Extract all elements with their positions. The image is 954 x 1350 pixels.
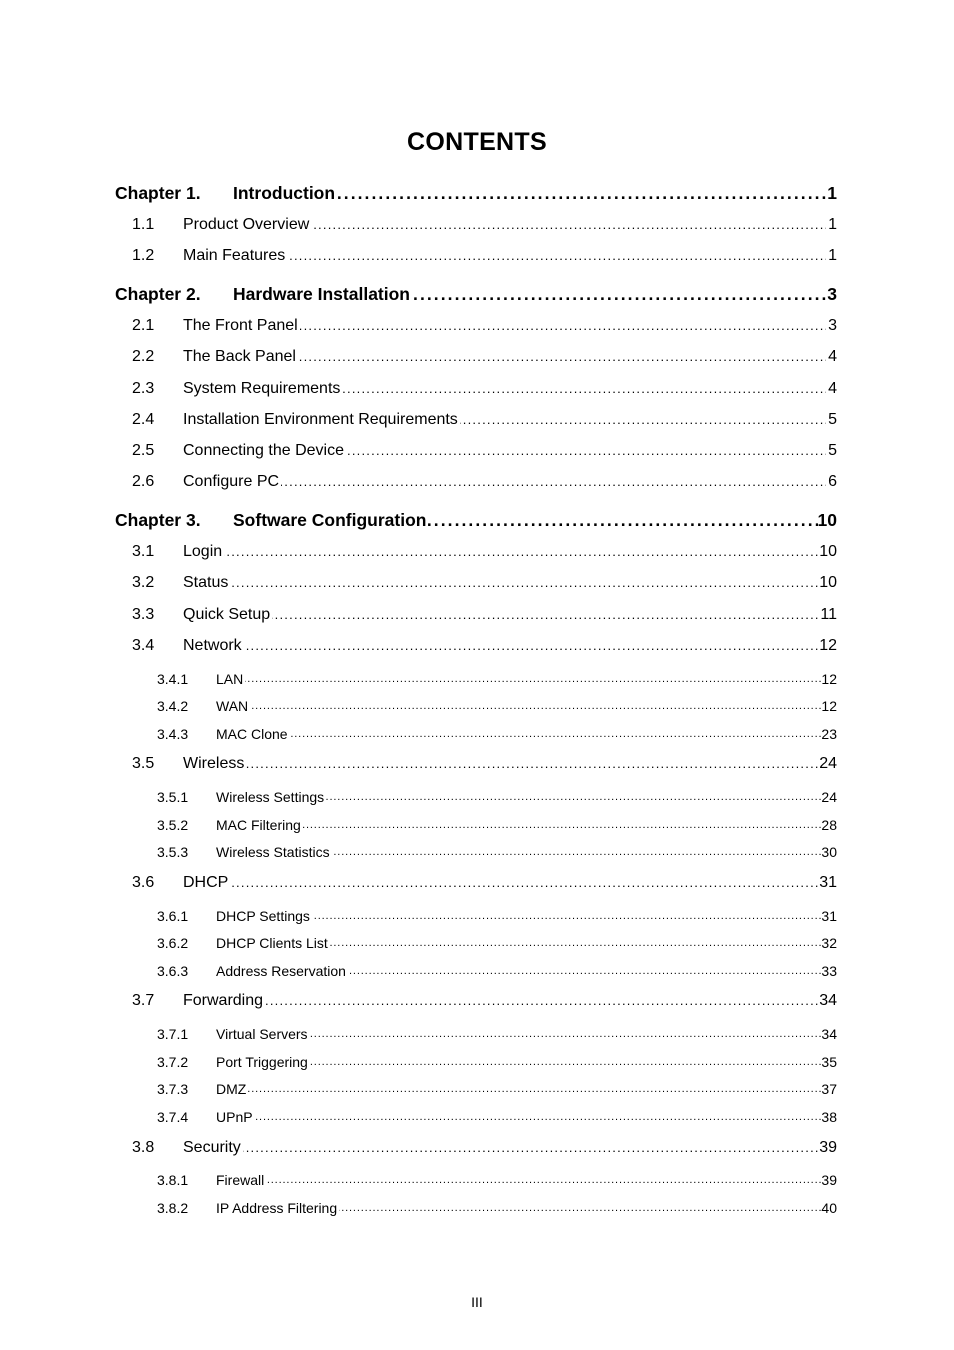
toc-entry-title: UPnP (216, 1105, 255, 1129)
toc-entry[interactable] (0, 1105, 954, 1129)
toc-entry-title: DHCP (183, 871, 230, 895)
dot-leader (183, 540, 826, 564)
toc-entry-page: 3 (828, 314, 837, 338)
toc-entry-title: Login (183, 540, 224, 564)
toc-entry-page: 34 (819, 989, 837, 1013)
toc-entry-page: 33 (821, 959, 837, 983)
toc-entry-page: 35 (821, 1050, 837, 1074)
dot-leader (183, 989, 826, 1013)
toc-entry-number: 3.8.2 (157, 1196, 188, 1220)
dot-leader (216, 667, 826, 691)
toc-entry-number: 3.4.2 (157, 694, 188, 718)
page-number: III (471, 1294, 483, 1310)
toc-entry-page: 23 (821, 722, 837, 746)
toc-entry[interactable] (0, 314, 954, 338)
toc-entry-title: Hardware Installation (233, 284, 410, 304)
dot-leader (216, 1105, 826, 1129)
toc-entry[interactable] (0, 1022, 954, 1046)
dot-leader (183, 571, 826, 595)
toc-entry-page: 40 (821, 1196, 837, 1220)
toc-entry-number: 2.5 (132, 439, 154, 463)
toc-entry[interactable] (0, 1050, 954, 1074)
toc-entry-title: Network (183, 634, 244, 658)
toc-entry-page: 31 (821, 904, 837, 928)
toc-entry-number: 1.1 (132, 213, 154, 237)
dot-leader (183, 634, 826, 658)
toc-entry-number: Chapter 2. (115, 284, 201, 304)
toc-entry-page: 12 (821, 694, 837, 718)
toc-entry[interactable] (0, 1077, 954, 1101)
toc-entry-title: Installation Environment Requirements (183, 408, 460, 432)
page-title: CONTENTS (407, 128, 547, 156)
toc-entry[interactable] (0, 1196, 954, 1220)
toc-entry[interactable] (0, 571, 954, 595)
toc-entry-number: 3.5 (132, 752, 154, 776)
toc-entry-page: 5 (828, 439, 837, 463)
toc-entry-number: 2.4 (132, 408, 154, 432)
toc-entry-number: 3.7.1 (157, 1022, 188, 1046)
toc-entry-number: 1.2 (132, 244, 154, 268)
toc-entry-title: Quick Setup (183, 603, 272, 627)
toc-entry[interactable] (0, 871, 954, 895)
toc-entry-page: 4 (828, 345, 837, 369)
toc-entry[interactable] (0, 377, 954, 401)
toc-entry-page: 6 (828, 470, 837, 494)
toc-entry[interactable] (0, 439, 954, 463)
dot-leader (216, 722, 826, 746)
toc-entry-page: 34 (821, 1022, 837, 1046)
toc-entry-title: Status (183, 571, 230, 595)
toc-entry-number: 3.7.4 (157, 1105, 188, 1129)
toc-entry-number: 3.3 (132, 603, 154, 627)
toc-entry[interactable] (0, 244, 954, 268)
toc-entry[interactable] (0, 785, 954, 809)
toc-entry[interactable] (0, 667, 954, 691)
toc-entry-number: 2.6 (132, 470, 154, 494)
dot-leader (183, 603, 826, 627)
toc-entry-title: WAN (216, 694, 250, 718)
toc-entry[interactable] (0, 508, 954, 532)
toc-entry-page: 5 (828, 408, 837, 432)
toc-entry-page: 1 (827, 183, 837, 203)
toc-entry-number: 3.8 (132, 1136, 154, 1160)
toc-entry-title: Configure PC (183, 470, 281, 494)
toc-entry-title: DHCP Clients List (216, 931, 330, 955)
toc-entry-page: 24 (819, 752, 837, 776)
toc-entry-number: 2.3 (132, 377, 154, 401)
dot-leader (216, 694, 826, 718)
toc-entry-number: 3.5.1 (157, 785, 188, 809)
toc-entry[interactable] (0, 1136, 954, 1160)
toc-entry[interactable] (0, 931, 954, 955)
toc-entry-title: Wireless Statistics (216, 840, 332, 864)
toc-entry-title: Connecting the Device (183, 439, 346, 463)
toc-entry-title: LAN (216, 667, 245, 691)
dot-leader (216, 1168, 826, 1192)
toc-entry-title: Product Overview (183, 213, 311, 237)
toc-entry-number: 3.6.2 (157, 931, 188, 955)
toc-entry[interactable] (0, 282, 954, 306)
toc-entry[interactable] (0, 813, 954, 837)
toc-entry-page: 11 (820, 603, 837, 627)
toc-entry-page: 10 (819, 571, 837, 595)
toc-entry-title: MAC Clone (216, 722, 290, 746)
toc-entry-page: 1 (828, 213, 837, 237)
toc-entry-title: Forwarding (183, 989, 265, 1013)
toc-entry-page: 39 (821, 1168, 837, 1192)
toc-entry-number: 3.2 (132, 571, 154, 595)
toc-entry[interactable] (0, 989, 954, 1013)
dot-leader (183, 1136, 826, 1160)
toc-entry-number: Chapter 1. (115, 183, 201, 203)
toc-entry-title: Port Triggering (216, 1050, 310, 1074)
toc-entry[interactable] (0, 470, 954, 494)
toc-entry-number: 3.6.3 (157, 959, 188, 983)
toc-entry-title: The Front Panel (183, 314, 300, 338)
toc-entry[interactable] (0, 840, 954, 864)
toc-entry-title: Introduction (233, 183, 336, 203)
toc-entry-number: 3.7.2 (157, 1050, 188, 1074)
toc-entry-number: 3.5.3 (157, 840, 188, 864)
toc-entry[interactable] (0, 904, 954, 928)
toc-entry-page: 31 (819, 871, 837, 895)
toc-entry-title: System Requirements (183, 377, 342, 401)
toc-entry-number: 3.4 (132, 634, 154, 658)
toc-entry-number: Chapter 3. (115, 510, 201, 530)
toc-entry[interactable] (0, 634, 954, 658)
toc-entry-title: The Back Panel (183, 345, 298, 369)
toc-entry-page: 3 (827, 284, 837, 304)
toc-entry[interactable] (0, 408, 954, 432)
dot-leader (183, 752, 826, 776)
toc-entry-number: 2.2 (132, 345, 154, 369)
toc-entry-page: 10 (819, 540, 837, 564)
toc-entry-page: 4 (828, 377, 837, 401)
dot-leader (216, 1077, 826, 1101)
toc-entry-number: 3.5.2 (157, 813, 188, 837)
toc-entry-title: Wireless (183, 752, 246, 776)
dot-leader (183, 871, 826, 895)
toc-entry[interactable] (0, 540, 954, 564)
toc-entry[interactable] (0, 181, 954, 205)
toc-entry-title: Security (183, 1136, 243, 1160)
toc-entry[interactable] (0, 213, 954, 237)
toc-entry[interactable] (0, 722, 954, 746)
toc-entry-page: 39 (819, 1136, 837, 1160)
toc-entry-number: 3.4.3 (157, 722, 188, 746)
toc-entry-title: DHCP Settings (216, 904, 312, 928)
toc-entry-number: 3.7.3 (157, 1077, 188, 1101)
toc-entry-page: 38 (821, 1105, 837, 1129)
toc-entry-number: 3.6 (132, 871, 154, 895)
toc-entry-number: 3.7 (132, 989, 154, 1013)
dot-leader (216, 813, 826, 837)
toc-entry-title: Virtual Servers (216, 1022, 310, 1046)
toc-entry-page: 37 (821, 1077, 837, 1101)
toc-entry-title: Software Configuration (233, 510, 427, 530)
toc-entry-title: Address Reservation (216, 959, 348, 983)
toc-entry-number: 3.8.1 (157, 1168, 188, 1192)
toc-entry-page: 28 (821, 813, 837, 837)
toc-entry[interactable] (0, 959, 954, 983)
toc-entry[interactable] (0, 694, 954, 718)
toc-entry-title: MAC Filtering (216, 813, 303, 837)
toc-entry-number: 3.1 (132, 540, 154, 564)
toc-entry-number: 3.6.1 (157, 904, 188, 928)
toc-entry-page: 12 (821, 667, 837, 691)
toc-entry-number: 3.4.1 (157, 667, 188, 691)
toc-entry[interactable] (0, 345, 954, 369)
toc-entry-page: 12 (819, 634, 837, 658)
toc-entry[interactable] (0, 603, 954, 627)
toc-entry-title: Wireless Settings (216, 785, 326, 809)
toc-entry-number: 2.1 (132, 314, 154, 338)
toc-entry-title: Firewall (216, 1168, 266, 1192)
toc-entry[interactable] (0, 752, 954, 776)
toc-entry-page: 10 (817, 510, 837, 530)
toc-entry-page: 30 (821, 840, 837, 864)
toc-entry[interactable] (0, 1168, 954, 1192)
toc-entry-title: DMZ (216, 1077, 248, 1101)
toc-entry-page: 1 (828, 244, 837, 268)
toc-entry-title: IP Address Filtering (216, 1196, 339, 1220)
toc-entry-title: Main Features (183, 244, 287, 268)
toc-entry-page: 32 (821, 931, 837, 955)
toc-entry-page: 24 (821, 785, 837, 809)
